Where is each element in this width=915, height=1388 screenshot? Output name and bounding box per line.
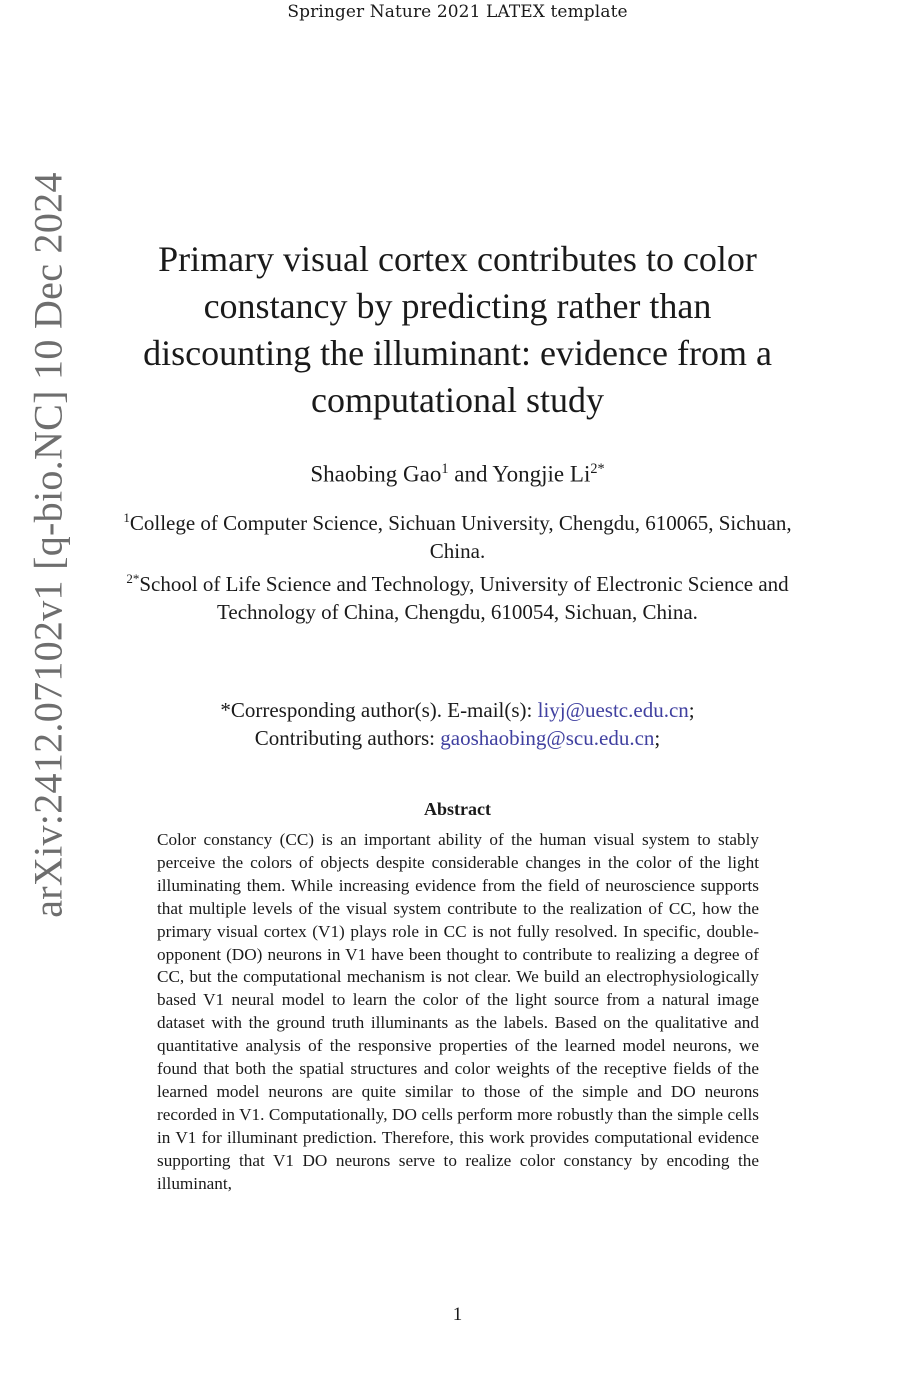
affiliations (120, 504, 795, 626)
corresponding-author-line (120, 696, 795, 724)
affiliation-1 (120, 504, 795, 565)
abstract-text: Color constancy (CC) is an important ability of the human visual system to stably perceive the colors of objects despite considerable changes in the color of the light illuminating them. While increasing evidence from the field of neuroscience supports that multiple levels of the visual system contribute to the realization of CC, how the primary visual cortex (V1) plays role in CC is not fully resolved. In specific, double-opponent (DO) neurons in V1 have been thought to contribute to realizing a degree of CC, but the computational mechanism is not clear. We build an electrophysiologically based V1 neural model to learn the color of the light source from a natural image dataset with the ground truth illuminants as the labels. Based on the qualitative and quantitative analysis of the responsive properties of the learned model neurons, we found that both the spatial structures and color weights of the receptive fields of the learned model neurons are quite similar to those of the simple and DO neurons recorded in V1. Computationally, DO cells perform more robustly than the simple cells in V1 for illuminant prediction. Therefore, this work provides computational evidence supporting that V1 DO neurons serve to realize color constancy by encoding the illuminant, (157, 830, 759, 1193)
author-affiliation-mark: 2* (590, 461, 605, 477)
affiliation-text: College of Computer Science, Sichuan University, Chengdu, 610065, Sichuan, China. (129, 511, 792, 563)
affiliation-text: School of Life Science and Technology, University of Electronic Science and Technology of China, Chengdu, 610054, Sichuan, China. (139, 572, 789, 624)
author-name: Shaobing Gao (310, 461, 442, 487)
running-head: Springer Nature 2021 LATEX template (287, 2, 628, 22)
corresponding-separator: ; (688, 698, 695, 722)
abstract-heading: Abstract (424, 799, 491, 819)
author-connector: and (448, 461, 493, 487)
affiliation-2 (120, 565, 795, 626)
contributing-email-link[interactable]: gaoshaobing@scu.edu.cn (440, 726, 655, 750)
author-affiliation-mark: 1 (441, 461, 449, 477)
paper-title: Primary visual cortex contributes to color constancy by predicting rather than discounting the illuminant: evidence from a computational study (143, 239, 772, 420)
author-name: Yongjie Li (492, 461, 591, 487)
corresponding-label: *Corresponding author(s). E-mail(s): (220, 698, 538, 722)
affiliation-mark: 2* (126, 571, 140, 586)
correspondence (120, 696, 795, 752)
contributing-label: Contributing authors: (254, 726, 441, 750)
arxiv-identifier-stamp: arXiv:2412.07102v1 [q-bio.NC] 10 Dec 2024 (25, 172, 71, 918)
page-number: 1 (452, 1304, 463, 1325)
contributing-authors-line (120, 724, 795, 752)
author-list (0, 461, 915, 488)
affiliation-mark: 1 (123, 510, 130, 525)
contributing-separator: ; (654, 726, 661, 750)
corresponding-email-link[interactable]: liyj@uestc.edu.cn (537, 698, 689, 722)
